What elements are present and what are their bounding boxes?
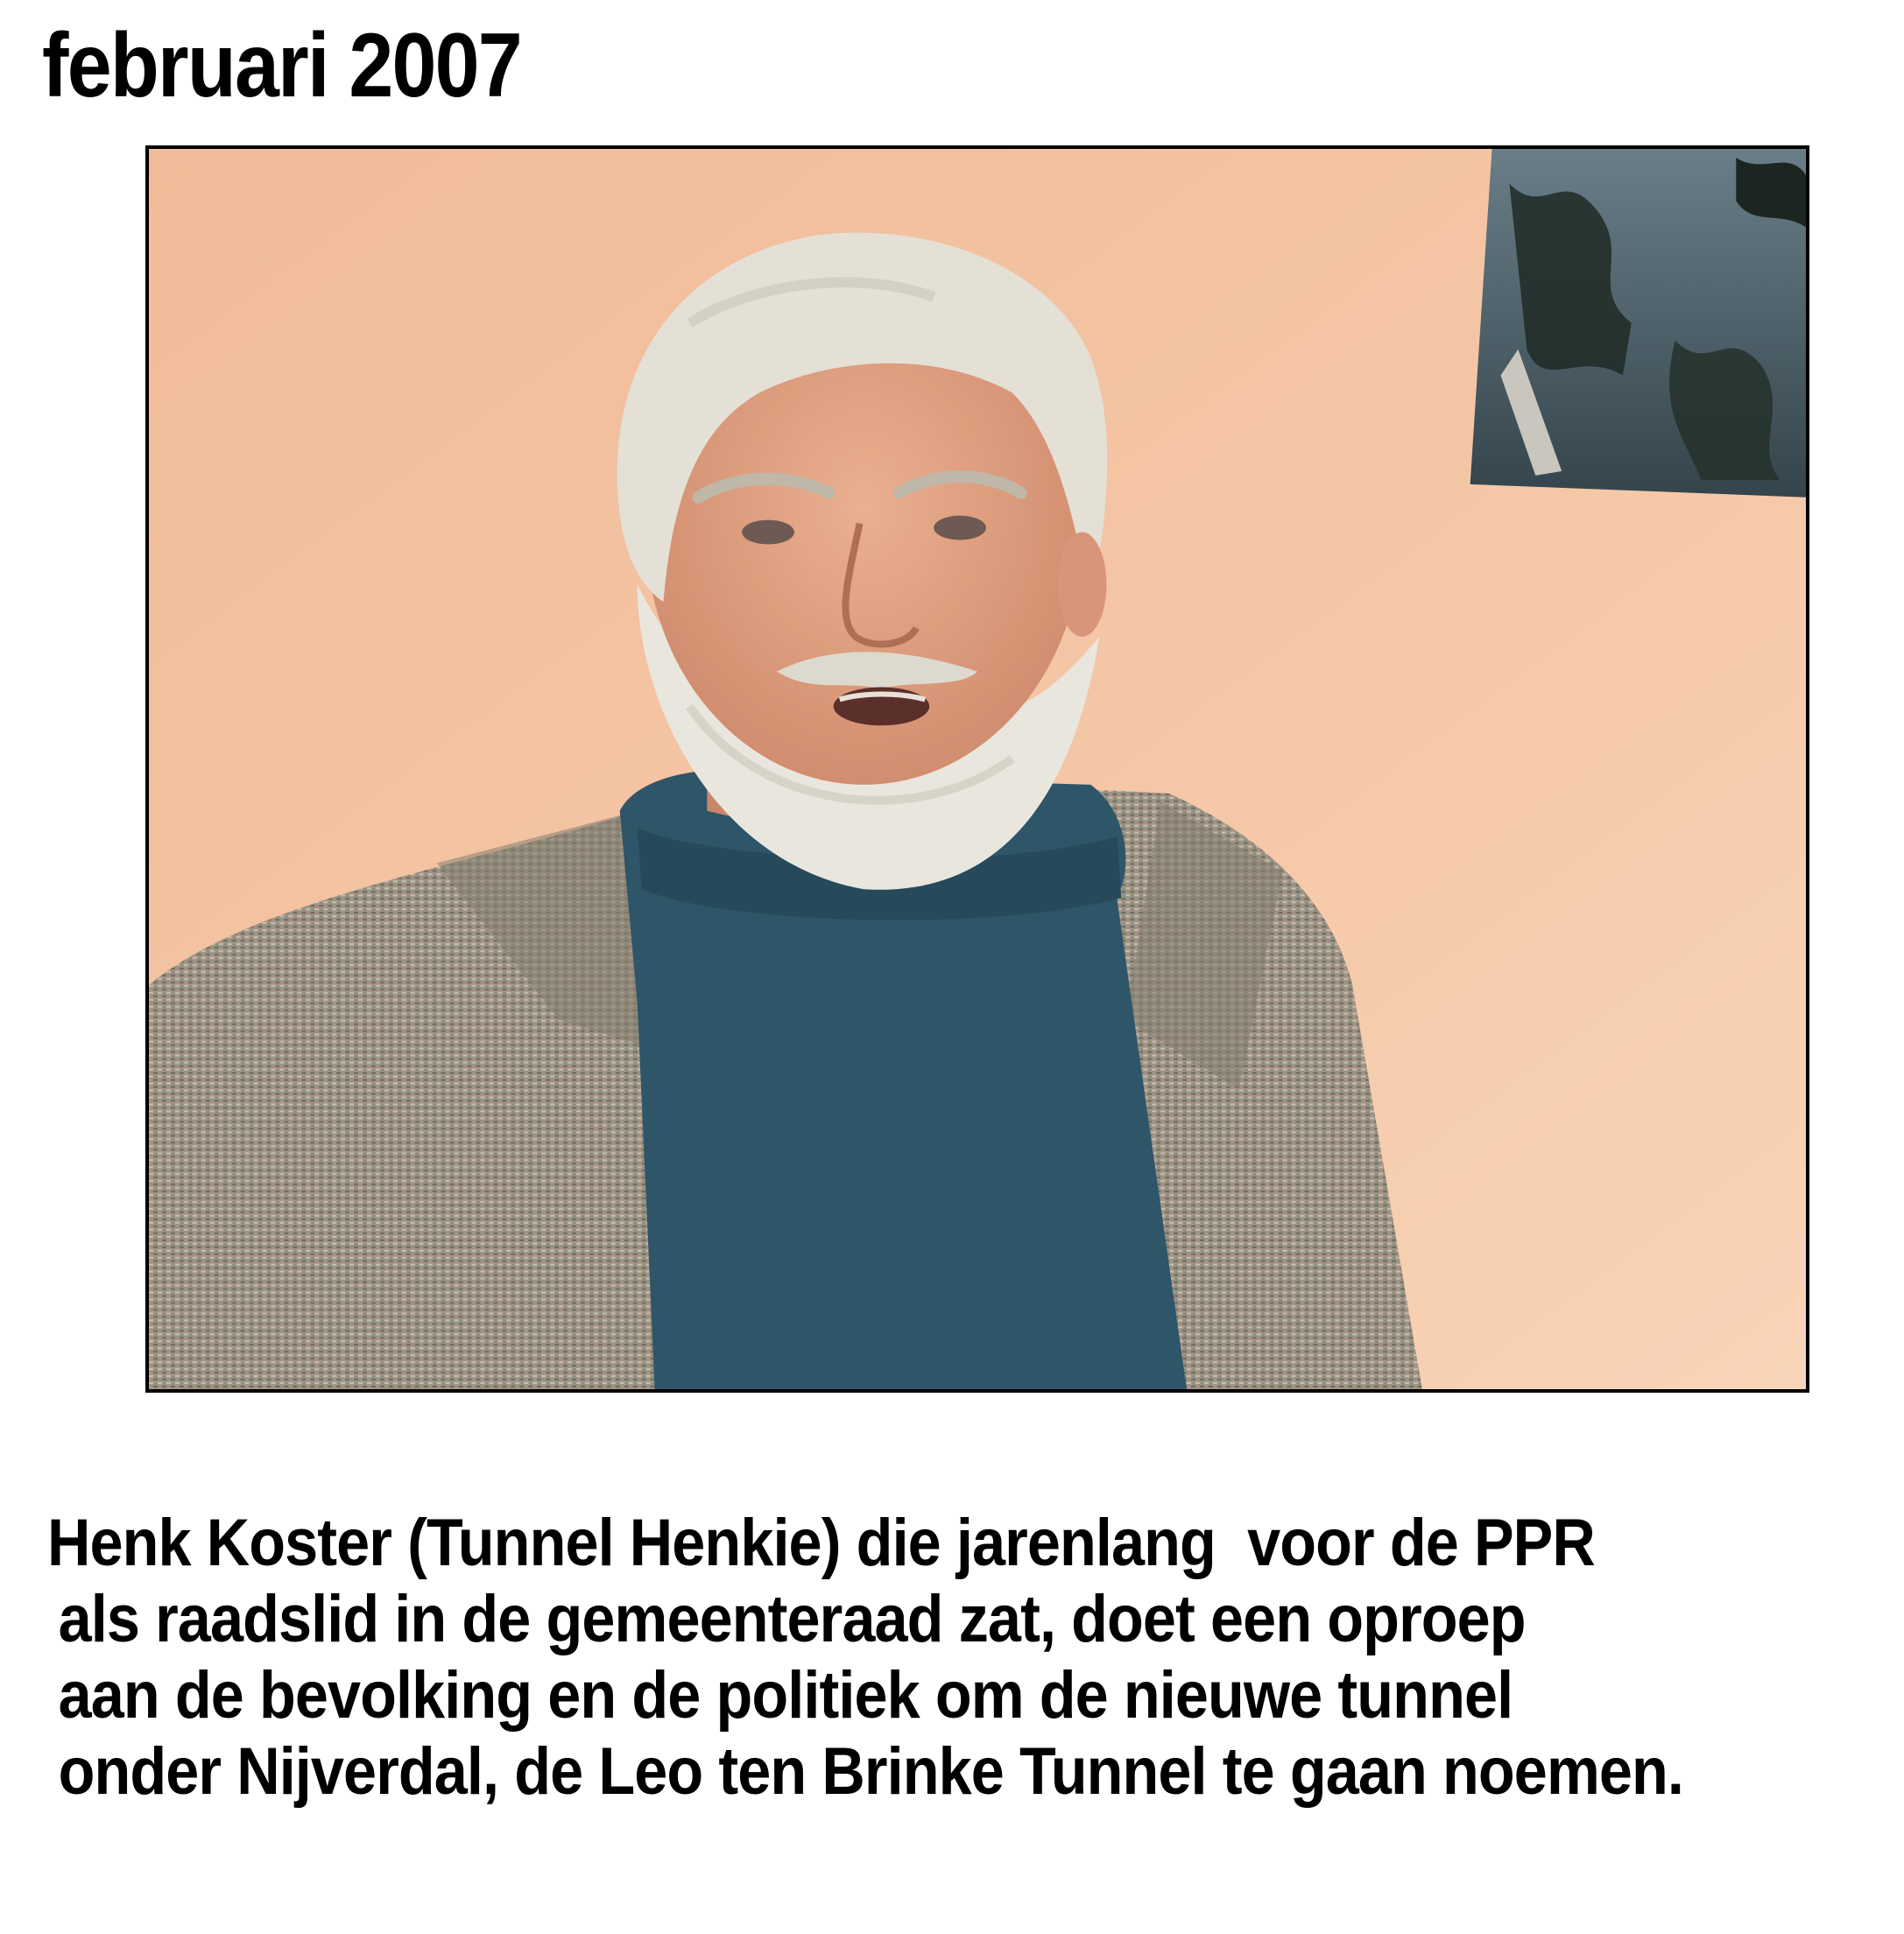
- wall-picture: [1470, 149, 1806, 498]
- portrait-illustration: [149, 149, 1806, 1389]
- caption-line-2: als raadslid in de gemeenteraad zat, doet een oproep: [58, 1582, 1526, 1656]
- portrait-photo: [145, 145, 1809, 1393]
- caption-line-4: onder Nijverdal, de Leo ten Brinke Tunnel te gaan noemen.: [58, 1734, 1683, 1809]
- page-title: februari 2007: [42, 15, 521, 116]
- caption-line-1: Henk Koster (Tunnel Henkie) die jarenlang voor de PPR: [47, 1506, 1595, 1580]
- caption: [47, 1505, 1886, 1810]
- caption-line-3: aan de bevolking en de politiek om de nieuwe tunnel: [58, 1658, 1513, 1733]
